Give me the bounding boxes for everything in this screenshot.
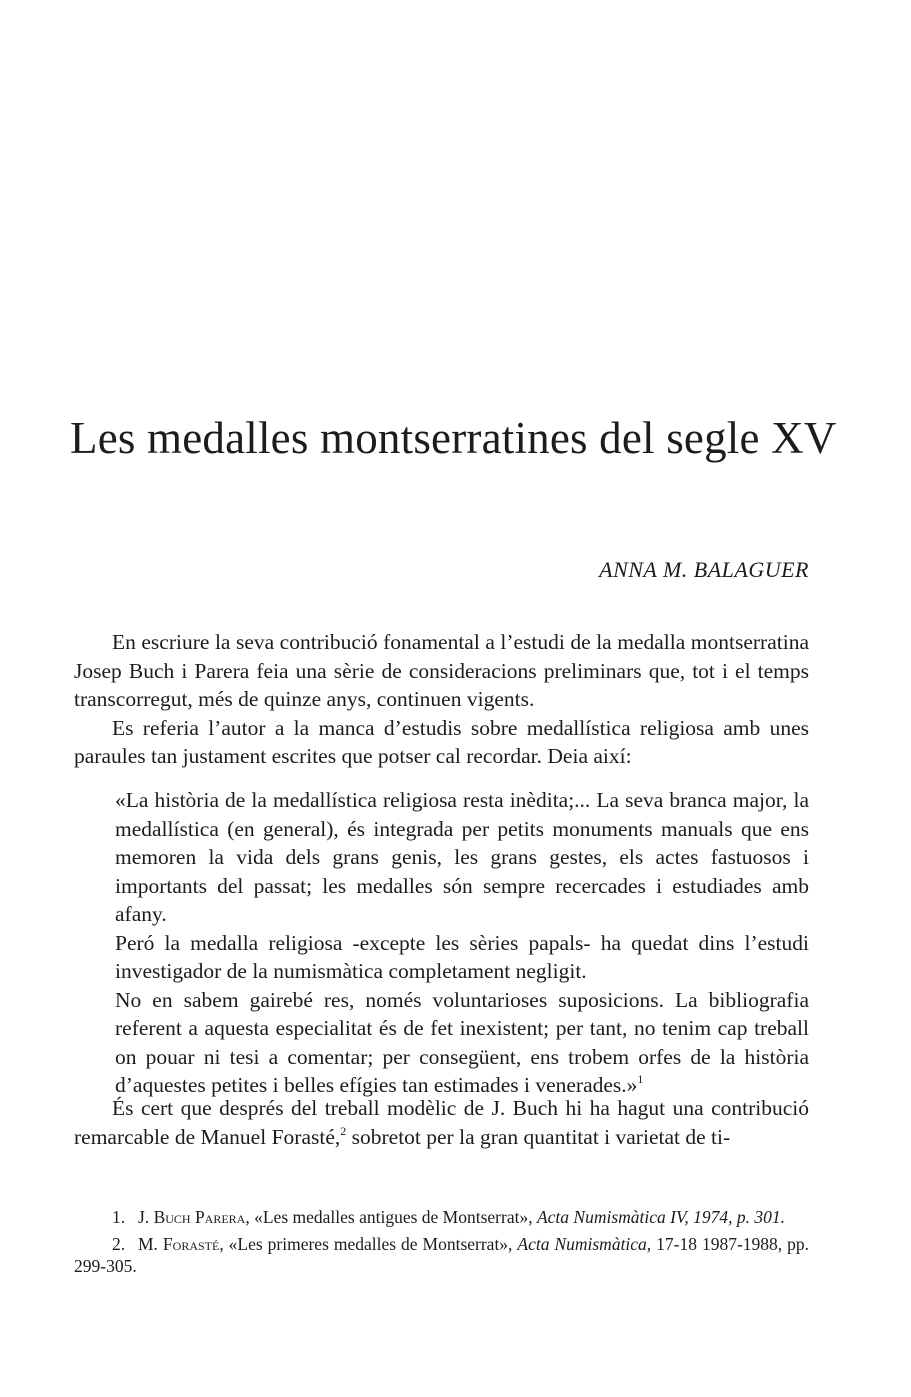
footnote-title: , «Les primeres medalles de Montserrat», (219, 1233, 518, 1254)
author-name: ANNA M. BALAGUER (599, 557, 809, 582)
quote-paragraph-1: «La història de la medallística religiosa resta inèdita;... La seva branca major, la medallística (en general), és integrada per petits monuments manuals que ens memoren la vida dels grans genis, les grans gestes, els actes fastuosos i importants del passat; les medalles són sempre recercades i estudiades amb afany. (115, 788, 809, 926)
quote-paragraph-3 (115, 986, 809, 1100)
paragraph-3-text-b: sobretot per la gran quantitat i varietat de ti- (346, 1125, 731, 1149)
footnote-number: 2. (112, 1233, 126, 1254)
body-text (74, 628, 809, 771)
footnote-title: , «Les medalles antigues de Montserrat», (245, 1207, 537, 1227)
article-title: Les medalles montserratines del segle XV (70, 413, 837, 463)
footnote-1 (74, 1206, 809, 1229)
body-text-continued (74, 1094, 809, 1152)
footnote-2 (74, 1233, 809, 1278)
paragraph-3 (74, 1094, 809, 1152)
quote-paragraph-2: Peró la medalla religiosa -excepte les sèries papals- ha quedat dins l’estudi investigador de la numismàtica completament negligit. (115, 930, 809, 983)
footnote-author-initial: J. (138, 1207, 154, 1227)
footnote-pages: 17-18 1987-1988, pp. 299-305. (74, 1233, 810, 1276)
footnotes (74, 1206, 809, 1282)
paragraph-1: En escriure la seva contribució fonamental a l’estudi de la medalla montserratina Josep Buch i Parera feia una sèrie de consideracions preliminars que, tot i el temps transcorregut, més de quinze anys, continuen vigents. (74, 630, 809, 711)
paragraph-3-text-a: És cert que després del treball modèlic de J. Buch hi ha hagut una contribució remarcable de Manuel Forasté, (74, 1096, 809, 1149)
block-quote (115, 786, 809, 1100)
footnote-author-initial: M. (138, 1233, 163, 1254)
quote-paragraph-3-text: No en sabem gairebé res, només voluntarioses suposicions. La bibliografia referent a aquesta especialitat és de fet inexistent; per tant, no tenim cap treball on pouar ni tesi a comentar; per consegüent, ens trobem orfes de la història d’aquestes petites i belles efígies tan estimades i venerades.» (115, 987, 809, 1097)
footnote-author: Buch Parera (153, 1207, 246, 1227)
footnote-author: Forasté (162, 1233, 220, 1254)
footnote-ref-2: 2 (340, 1124, 347, 1138)
footnote-journal: Acta Numismàtica, (517, 1233, 652, 1254)
footnote-ref-1: 1 (637, 1072, 644, 1086)
footnote-number: 1. (112, 1207, 126, 1227)
paragraph-2: Es referia l’autor a la manca d’estudis sobre medallística religiosa amb unes paraules tan justament escrites que potser cal recordar. Deia així: (74, 715, 809, 768)
footnote-journal: Acta Numismàtica IV, 1974, p. 301. (536, 1207, 786, 1227)
